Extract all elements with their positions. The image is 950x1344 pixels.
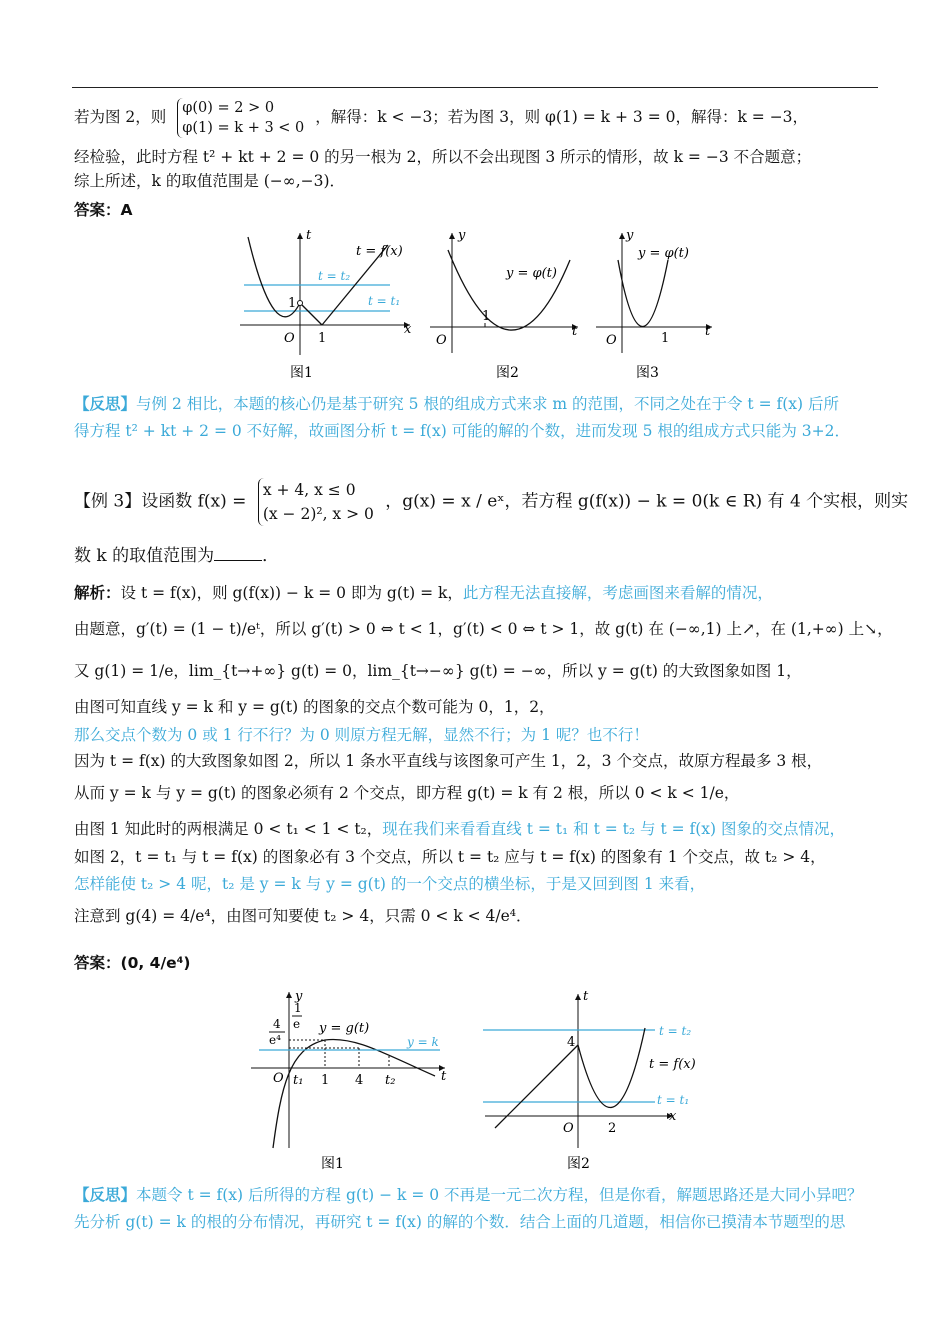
- ex3-fig1-curve: [273, 1039, 435, 1148]
- fig2-label-t: t: [572, 324, 578, 339]
- ex2-line-1: [74, 98, 808, 138]
- ex3-sol-4: 由图可知直线 y = k 和 y = g(t) 的图象的交点个数可能为 0，1，2，: [74, 698, 555, 716]
- ex3-sol-9: 如图 2，t = t₁ 与 t = f(x) 的图象必有 3 个交点，所以 t = t₂ 应与 t = f(x) 的图象有 1 个交点，故 t₂ > 4，: [74, 848, 826, 866]
- reflect1-line-2: 得方程 t² + kt + 2 = 0 不好解，故画图分析 t = f(x) 可能的解的个数，进而发现 5 根的组成方式只能为 3+2．: [74, 422, 851, 440]
- ex3-sol-8: [74, 818, 845, 840]
- fig2-label-y: y: [458, 228, 466, 243]
- ex3-case-1: x + 4, x ≤ 0: [262, 481, 356, 499]
- ex3-fig2-parabola: [578, 1028, 645, 1108]
- ex3-sol-2: 由题意，g′(t) = (1 − t)/eᵗ，所以 g′(t) > 0 ⇔ t < 1，g′(t) < 0 ⇔ t > 1，故 g(t) 在 (−∞,1) 上↗，在 (1,+∞) 上↘，: [74, 620, 893, 638]
- ex3-figures: [245, 988, 715, 1178]
- ex3-title-line-2: [74, 545, 279, 567]
- fig2-label-o: O: [436, 333, 447, 348]
- fig3-graph: [596, 228, 712, 381]
- ex3-sol-7: 从而 y = k 与 y = g(t) 的图象必须有 2 个交点，即方程 g(t) = k 有 2 根，所以 0 < k < 1/e，: [74, 784, 740, 802]
- ex3-title-end: ．: [262, 546, 280, 566]
- fig1-label-curve: t = f(x): [356, 244, 403, 259]
- reflect2-tag: 【反思】: [74, 1186, 137, 1204]
- ex2-summary-line: 综上所述，k 的取值范围是 (−∞,−3)．: [74, 172, 346, 190]
- ex3-fig2-label-x: x: [669, 1109, 677, 1124]
- fig1-mid-segment: [300, 303, 322, 325]
- ex3-fig1-frac-e4: e⁴: [269, 1033, 281, 1047]
- fig3-label-curve: y = φ(t): [638, 246, 689, 261]
- ex3-answer-blank: [214, 546, 262, 561]
- fig1-label-t2: t = t₂: [318, 269, 351, 283]
- fig1-label-t1: t = t₁: [368, 294, 401, 308]
- fig2-caption: 图2: [496, 365, 519, 381]
- ex3-sol-tag: 解析：: [74, 584, 121, 602]
- ex3-fig1-label-1: 1: [321, 1073, 330, 1088]
- top-rule: [72, 87, 878, 88]
- ex3-sol-6: 因为 t = f(x) 的大致图象如图 2，所以 1 条水平直线与该图象可产生 1，2，3 个交点，故原方程最多 3 根，: [74, 752, 823, 770]
- ex2-system: [177, 98, 304, 138]
- fig1-open-point: [298, 301, 303, 306]
- ex3-fig2-label-o: O: [563, 1121, 574, 1136]
- ex3-fig1-graph: [251, 989, 447, 1172]
- ex3-sol-3: 又 g(1) = 1/e，lim_{t→+∞} g(t) = 0，lim_{t→−∞} g(t) = −∞，所以 y = g(t) 的大致图象如图 1，: [74, 662, 802, 680]
- fig1-label-1x: 1: [318, 331, 327, 346]
- ex3-fig1-label-4: 4: [355, 1073, 364, 1088]
- fig1-label-1y: 1: [288, 296, 297, 311]
- ex3-fig1-label-o: O: [273, 1071, 284, 1086]
- ex3-title-line: [74, 478, 908, 526]
- ex3-sol-1: [74, 582, 773, 604]
- ex2-check-line: 经检验，此时方程 t² + kt + 2 = 0 的另一根为 2，所以不会出现图 3 所示的情形，故 k = −3 不合题意；: [74, 148, 812, 166]
- ex3-sol-8-text: 由图 1 知此时的两根满足 0 < t₁ < 1 < t₂，: [74, 820, 383, 838]
- ex3-fig2-label-curve: t = f(x): [649, 1057, 696, 1072]
- fig3-label-y: y: [626, 228, 634, 243]
- reflect1-tag: 【反思】: [74, 395, 137, 413]
- ex3-case-2: (x − 2)², x > 0: [262, 505, 374, 523]
- fig2-label-curve: y = φ(t): [506, 266, 557, 281]
- reflect2-text-1: 本题令 t = f(x) 后所得的方程 g(t) − k = 0 不再是一元二次方程，但是你看，解题思路还是大同小异吧？: [136, 1186, 863, 1204]
- ex3-fig2-label-t2: t = t₂: [659, 1024, 692, 1038]
- ex3-fig1-label-t1: t₁: [293, 1073, 304, 1088]
- ex3-fig2-graph: [483, 989, 696, 1172]
- ex2-text-b: ，解得：k < −3；若为图 3，则 φ(1) = k + 3 = 0，解得：k = −3，: [315, 108, 809, 126]
- reflect2-line-1: [74, 1184, 863, 1206]
- fig1-label-x: x: [404, 322, 412, 337]
- ex3-sol-1-hint: 此方程无法直接解，考虑画图来看解的情况，: [462, 584, 773, 602]
- ex3-fig1-label-t2: t₂: [385, 1073, 396, 1088]
- fig2-curve: [448, 250, 570, 330]
- ex3-sol-10: 怎样能使 t₂ > 4 呢，t₂ 是 y = k 与 y = g(t) 的一个交点的横坐标，于是又回到图 1 来看，: [74, 875, 706, 893]
- ex3-title-b: ，g(x) = x / eˣ，若方程 g(f(x)) − k = 0(k ∈ R) 有 4 个实根，则实: [385, 491, 909, 512]
- reflect2-line-2: 先分析 g(t) = k 的根的分布情况，再研究 t = f(x) 的解的个数．结合上面的几道题，相信你已摸清本节题型的思: [74, 1213, 846, 1231]
- ex2-figures: [230, 225, 720, 385]
- fig1-caption: 图1: [290, 365, 313, 381]
- ex3-fig1-label-yk: y = k: [407, 1035, 439, 1049]
- ex3-fig2-label-2: 2: [608, 1121, 617, 1136]
- reflect1-line-1: [74, 393, 839, 415]
- fig1-graph: [240, 228, 412, 381]
- fig3-curve: [618, 260, 668, 327]
- ex3-title-a: 【例 3】设函数 f(x) =: [74, 491, 247, 512]
- reflect1-text-1: 与例 2 相比，本题的核心仍是基于研究 5 根的组成方式来求 m 的范围，不同之处在于令 t = f(x) 后所: [136, 395, 839, 413]
- fig3-label-1: 1: [661, 331, 670, 346]
- ex3-fig2-caption: 图2: [567, 1156, 590, 1172]
- ex3-answer: 答案：(0, 4/e⁴): [74, 954, 191, 972]
- ex3-fig1-label-t: t: [441, 1069, 447, 1084]
- ex3-fig1-label-y: y: [295, 989, 303, 1004]
- fig2-graph: [430, 228, 578, 381]
- ex2-system-row-1: φ(0) = 2 > 0: [182, 100, 275, 116]
- fig3-label-o: O: [606, 333, 617, 348]
- ex2-system-row-2: φ(1) = k + 3 < 0: [182, 120, 305, 136]
- ex3-fig1-frac-1: 1: [294, 1001, 302, 1015]
- ex3-fig1-label-curve: y = g(t): [319, 1021, 370, 1036]
- ex3-fig1-caption: 图1: [321, 1156, 344, 1172]
- fig1-label-t: t: [306, 228, 312, 243]
- fig1-label-o: O: [284, 331, 295, 346]
- ex3-fig2-label-t: t: [583, 989, 589, 1004]
- ex3-title-c: 数 k 的取值范围为: [74, 546, 215, 566]
- ex2-answer: 答案：A: [74, 201, 133, 219]
- ex3-fig1-frac-e: e: [293, 1017, 301, 1031]
- ex3-piecewise: [258, 478, 374, 526]
- ex2-text-a: 若为图 2，则: [74, 108, 167, 126]
- fig2-label-1: 1: [482, 309, 491, 324]
- ex3-fig2-label-t1: t = t₁: [657, 1093, 690, 1107]
- ex3-fig1-frac-4: 4: [273, 1017, 281, 1031]
- fig3-caption: 图3: [636, 365, 659, 381]
- ex3-sol-11: 注意到 g(4) = 4/e⁴，由图可知要使 t₂ > 4，只需 0 < k < 4/e⁴．: [74, 907, 532, 925]
- ex3-sol-1-text: 设 t = f(x)，则 g(f(x)) − k = 0 即为 g(t) = k，: [120, 584, 463, 602]
- ex3-fig2-label-4: 4: [567, 1035, 576, 1050]
- ex3-sol-5: 那么交点个数为 0 或 1 行不行？为 0 则原方程无解，显然不行；为 1 呢？也不行！: [74, 726, 649, 744]
- ex3-sol-8-hint: 现在我们来看看直线 t = t₁ 和 t = t₂ 与 t = f(x) 图象的交点情况，: [382, 820, 846, 838]
- fig3-label-t: t: [705, 324, 711, 339]
